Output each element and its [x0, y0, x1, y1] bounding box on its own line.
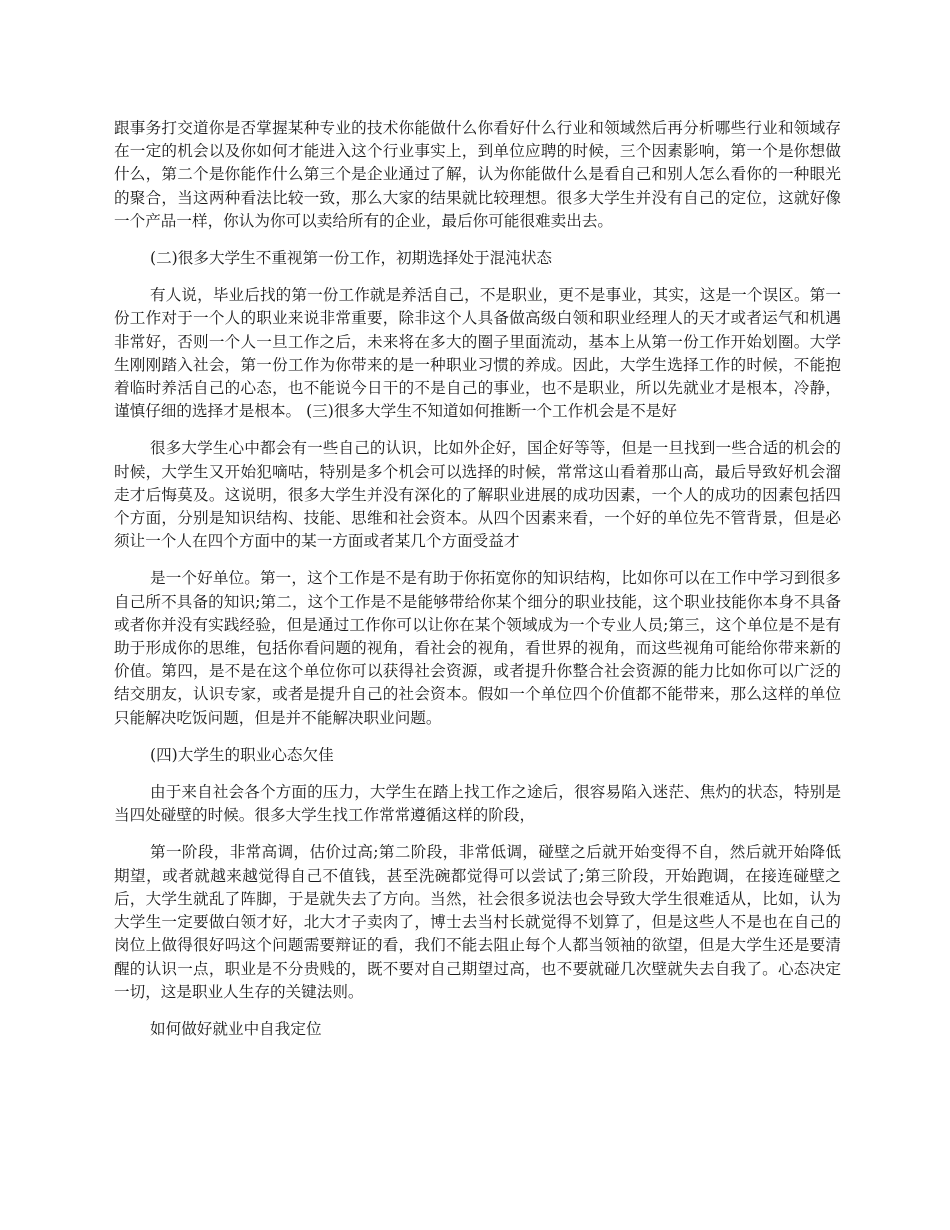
document-body [114, 117, 841, 1055]
section-heading-2: (二)很多大学生不重视第一份工作，初期选择处于混沌状态 [150, 249, 553, 268]
section-heading-final: 如何做好就业中自我定位 [150, 1019, 322, 1038]
paragraph-judging-opportunity: 很多大学生心中都会有一些自己的认识，比如外企好，国企好等等，但是一旦找到一些合适的机会的时候，大学生又开始犯嘀咕，特别是多个机会可以选择的时候，常常这山看着那山高，最后导致好机会溜走才后悔莫及。这说明，很多大学生并没有深化的了解职业进展的成功因素，一个人的成功的因素包括四个方面，分别是知识结构、技能、思维和社会资本。从四个因素来看，一个好的单位先不管背景，但是必须让一个人在四个方面中的某一方面或者某几个方面受益才 [114, 439, 841, 551]
section-heading-4: (四)大学生的职业心态欠佳 [150, 745, 334, 764]
paragraph-self-positioning: 跟事务打交道你是否掌握某种专业的技术你能做什么你看好什么行业和领域然后再分析哪些行业和领域存在一定的机会以及你如何才能进入这个行业事实上，到单位应聘的时候，三个因素影响，第一个是你想做什么，第二个是你能作什么第三个是企业通过了解，认为你能做什么是看自己和别人怎么看你的一种眼光的聚合，当这两种看法比较一致，那么大家的结果就比较理想。很多大学生并没有自己的定位，这就好像一个产品一样，你认为你可以卖给所有的企业，最后你可能很难卖出去。 [114, 119, 841, 230]
paragraph-first-job: 有人说，毕业后找的第一份工作就是养活自己，不是职业，更不是事业，其实，这是一个误区。第一份工作对于一个人的职业来说非常重要，除非这个人具备做高级白领和职业经理人的天才或者运气和机遇非常好，否则一个人一旦工作之后，未来将在多大的圈子里面流动，基本上从第一份工作开始划圈。大学生刚刚踏入社会，第一份工作为你带来的是一种职业习惯的养成。因此，大学生选择工作的时候，不能抱着临时养活自己的心态，也不能说今日干的不是自己的事业，也不是职业，所以先就业才是根本，冷静，谨慎仔细的选择才是根本。 (三)很多大学生不知道如何推断一个工作机会是不是好 [114, 286, 841, 421]
paragraph-stages: 第一阶段，非常高调，估价过高;第二阶段，非常低调，碰壁之后就开始变得不自，然后就开始降低期望，或者就越来越觉得自己不值钱，甚至洗碗都觉得可以尝试了;第三阶段，开始跑调，在接连碰壁之后，大学生就乱了阵脚，于是就失去了方向。当然，社会很多说法也会导致大学生很难适从，比如，认为大学生一定要做白领才好，北大才子卖肉了，博士去当村长就觉得不划算了，但是这些人不是也在自己的岗位上做得很好吗这个问题需要辩证的看，我们不能去阻止每个人都当领袖的欲望，但是大学生还是要清醒的认识一点，职业是不分贵贱的，既不要对自己期望过高，也不要就碰几次壁就失去自我了。心态决定一切，这是职业人生存的关键法则。 [114, 843, 841, 1001]
paragraph-pressure: 由于来自社会各个方面的压力，大学生在踏上找工作之途后，很容易陷入迷茫、焦灼的状态，特别是当四处碰壁的时候。很多大学生找工作常常遵循这样的阶段， [114, 783, 841, 825]
paragraph-good-employer: 是一个好单位。第一，这个工作是不是有助于你拓宽你的知识结构，比如你可以在工作中学习到很多自己所不具备的知识;第二，这个工作是不是能够带给你某个细分的职业技能，这个职业技能你本身不具备或者你并没有实践经验，但是通过工作你可以让你在某个领域成为一个专业人员;第三，这个单位是不是有助于形成你的思维，包括你看问题的视角，看社会的视角，看世界的视角，而这些视角可能给你带来新的价值。第四，是不是在这个单位你可以获得社会资源，或者提升你整合社会资源的能力比如你可以广泛的结交朋友，认识专家，或者是提升自己的社会资本。假如一个单位四个价值都不能带来，那么这样的单位只能解决吃饭问题，但是并不能解决职业问题。 [114, 569, 841, 727]
